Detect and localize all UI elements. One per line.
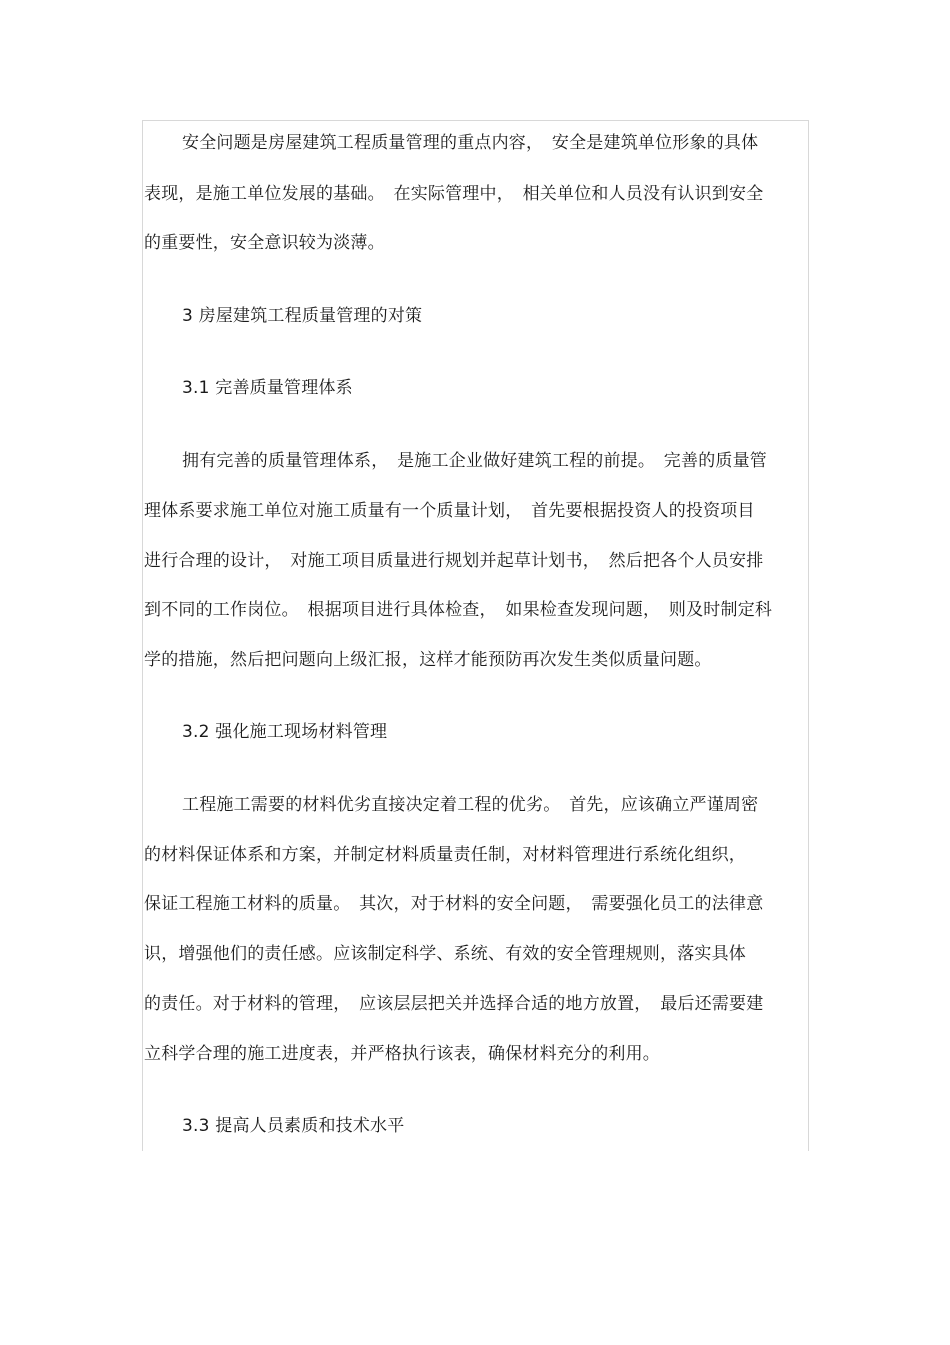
paragraph-2-line-5: 学的措施，然后把问题向上级汇报，这样才能预防再次发生类似质量问题。	[144, 650, 712, 670]
section-heading-3-3: 3.3 提高人员素质和技术水平	[182, 1116, 405, 1136]
paragraph-3-line-1: 工程施工需要的材料优劣直接决定着工程的优劣。 首先，应该确立严谨周密	[182, 795, 759, 815]
paragraph-2-line-2: 理体系要求施工单位对施工质量有一个质量计划， 首先要根据投资人的投资项目	[144, 501, 755, 521]
paragraph-2-line-4: 到不同的工作岗位。 根据项目进行具体检查， 如果检查发现问题， 则及时制定科	[144, 600, 773, 620]
section-heading-3-2: 3.2 强化施工现场材料管理	[182, 722, 388, 742]
paragraph-3-line-5: 的责任。对于材料的管理， 应该层层把关并选择合适的地方放置， 最后还需要建	[144, 994, 764, 1014]
section-heading-3-1: 3.1 完善质量管理体系	[182, 378, 353, 398]
paragraph-2-line-1: 拥有完善的质量管理体系， 是施工企业做好建筑工程的前提。 完善的质量管	[182, 451, 767, 471]
paragraph-3-line-3: 保证工程施工材料的质量。 其次，对于材料的安全问题， 需要强化员工的法律意	[144, 894, 764, 914]
paragraph-1-line-2: 表现，是施工单位发展的基础。 在实际管理中， 相关单位和人员没有认识到安全	[144, 184, 764, 204]
paragraph-1-line-1: 安全问题是房屋建筑工程质量管理的重点内容， 安全是建筑单位形象的具体	[182, 133, 759, 153]
section-heading-3: 3 房屋建筑工程质量管理的对策	[182, 306, 423, 326]
paragraph-3-line-4: 识，增强他们的责任感。应该制定科学、系统、有效的安全管理规则，落实具体	[144, 944, 746, 964]
paragraph-1-line-3: 的重要性，安全意识较为淡薄。	[144, 233, 385, 253]
paragraph-3-line-2: 的材料保证体系和方案，并制定材料质量责任制，对材料管理进行系统化组织，	[144, 845, 746, 865]
paragraph-2-line-3: 进行合理的设计， 对施工项目质量进行规划并起草计划书， 然后把各个人员安排	[144, 551, 764, 571]
paragraph-3-line-6: 立科学合理的施工进度表，并严格执行该表，确保材料充分的利用。	[144, 1044, 660, 1064]
